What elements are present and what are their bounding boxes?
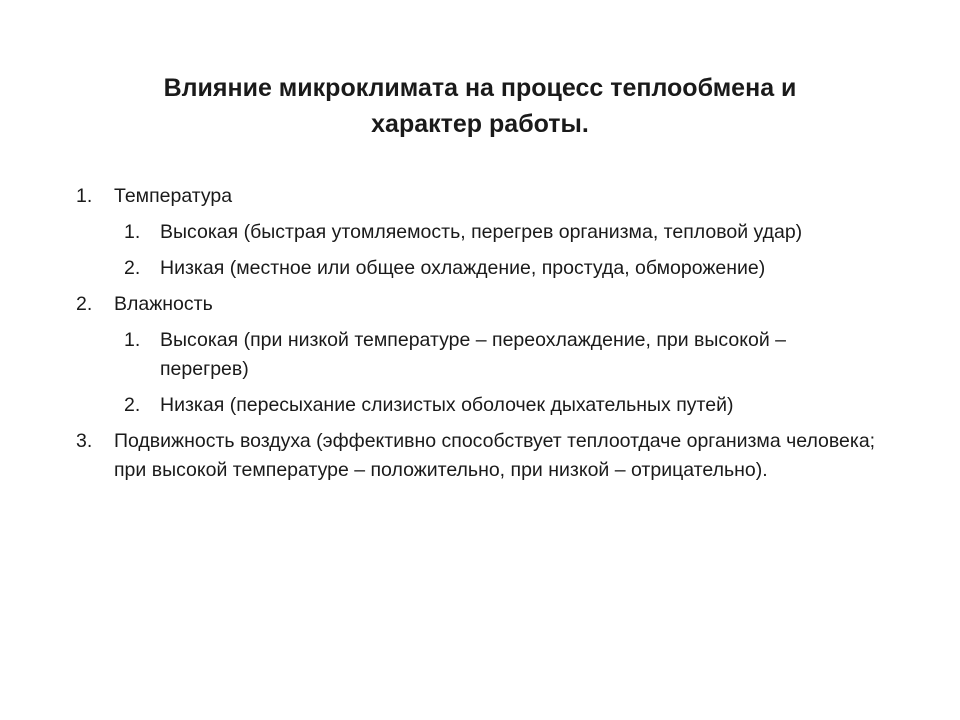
list-number: 1.: [76, 185, 93, 207]
list-item-text: Высокая (быстрая утомляемость, перегрев организма, тепловой удар): [160, 221, 803, 243]
sub-item-temperature-high: [76, 218, 876, 247]
sub-item-temperature-low: [76, 254, 876, 283]
list-item-temperature: [76, 182, 876, 211]
list-number: 2.: [124, 257, 141, 279]
list-number: 1.: [124, 221, 141, 243]
list-item-text: Подвижность воздуха (эффективно способствует теплоотдаче организма человека; при высокой температуре – положительно, при низкой – отрицательно).: [114, 430, 876, 481]
list-item-humidity: [76, 290, 876, 319]
list-item-text: Влажность: [114, 293, 213, 315]
list-number: 3.: [76, 430, 93, 452]
list-item-text: Высокая (при низкой температуре – переохлаждение, при высокой – перегрев): [160, 329, 786, 380]
slide-content-list: [76, 182, 876, 492]
list-item-air-mobility: [76, 427, 876, 485]
sub-item-humidity-high: [76, 326, 876, 384]
list-number: 1.: [124, 329, 141, 351]
slide-title: Влияние микроклимата на процесс теплообмена и характер работы.: [163, 74, 797, 138]
sub-item-humidity-low: [76, 391, 876, 420]
list-item-text: Низкая (пересыхание слизистых оболочек дыхательных путей): [160, 394, 734, 416]
list-number: 2.: [76, 293, 93, 315]
list-item-text: Температура: [114, 185, 233, 207]
list-item-text: Низкая (местное или общее охлаждение, простуда, обморожение): [160, 257, 766, 279]
list-number: 2.: [124, 394, 141, 416]
